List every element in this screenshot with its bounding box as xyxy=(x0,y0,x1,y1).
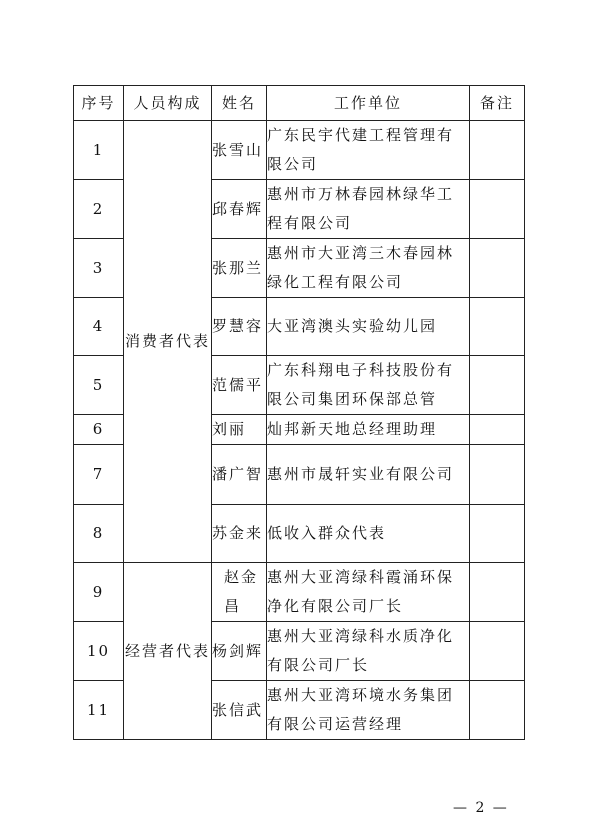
table-row xyxy=(74,563,525,622)
row-number: 7 xyxy=(74,445,124,505)
group-consumer: 消费者代表 xyxy=(124,121,212,563)
member-name: 范儒平 xyxy=(212,356,267,415)
row-number: 5 xyxy=(74,356,124,415)
member-unit: 低收入群众代表 xyxy=(267,505,470,563)
table-row xyxy=(74,121,525,180)
row-number: 6 xyxy=(74,415,124,445)
member-name: 潘广智 xyxy=(212,445,267,505)
member-name: 苏金来 xyxy=(212,505,267,563)
row-number: 10 xyxy=(74,622,124,681)
member-note xyxy=(470,298,525,356)
member-name: 张那兰 xyxy=(212,239,267,298)
header-note: 备注 xyxy=(470,86,525,121)
member-unit: 惠州大亚湾绿科水质净化有限公司厂长 xyxy=(267,622,470,681)
row-number: 9 xyxy=(74,563,124,622)
row-number: 3 xyxy=(74,239,124,298)
member-unit: 惠州市大亚湾三木春园林绿化工程有限公司 xyxy=(267,239,470,298)
member-unit: 广东科翔电子科技股份有限公司集团环保部总管 xyxy=(267,356,470,415)
member-note xyxy=(470,445,525,505)
header-role: 人员构成 xyxy=(124,86,212,121)
member-name: 张雪山 xyxy=(212,121,267,180)
header-name: 姓名 xyxy=(212,86,267,121)
member-name: 邱春辉 xyxy=(212,180,267,239)
member-note xyxy=(470,180,525,239)
member-unit: 惠州市晟轩实业有限公司 xyxy=(267,445,470,505)
member-note xyxy=(470,563,525,622)
header-row xyxy=(74,86,525,121)
row-number: 11 xyxy=(74,681,124,740)
member-note xyxy=(470,121,525,180)
member-name: 刘丽 xyxy=(212,415,267,445)
member-unit: 广东民宇代建工程管理有限公司 xyxy=(267,121,470,180)
member-table xyxy=(73,85,525,740)
row-number: 1 xyxy=(74,121,124,180)
member-note xyxy=(470,622,525,681)
group-operator: 经营者代表 xyxy=(124,563,212,740)
member-name: 罗慧容 xyxy=(212,298,267,356)
member-unit: 惠州市万林春园林绿华工程有限公司 xyxy=(267,180,470,239)
member-name: 杨剑辉 xyxy=(212,622,267,681)
row-number: 8 xyxy=(74,505,124,563)
member-unit: 大亚湾澳头实验幼儿园 xyxy=(267,298,470,356)
member-name: 赵金昌 xyxy=(212,563,267,622)
page-number: — 2 — xyxy=(453,800,509,816)
member-unit: 灿邦新天地总经理助理 xyxy=(267,415,470,445)
header-no: 序号 xyxy=(74,86,124,121)
row-number: 4 xyxy=(74,298,124,356)
member-unit: 惠州大亚湾环境水务集团有限公司运营经理 xyxy=(267,681,470,740)
member-name: 张信武 xyxy=(212,681,267,740)
member-note xyxy=(470,681,525,740)
member-note xyxy=(470,356,525,415)
member-note xyxy=(470,505,525,563)
header-unit: 工作单位 xyxy=(267,86,470,121)
member-note xyxy=(470,415,525,445)
member-note xyxy=(470,239,525,298)
row-number: 2 xyxy=(74,180,124,239)
member-unit: 惠州大亚湾绿科霞涌环保净化有限公司厂长 xyxy=(267,563,470,622)
